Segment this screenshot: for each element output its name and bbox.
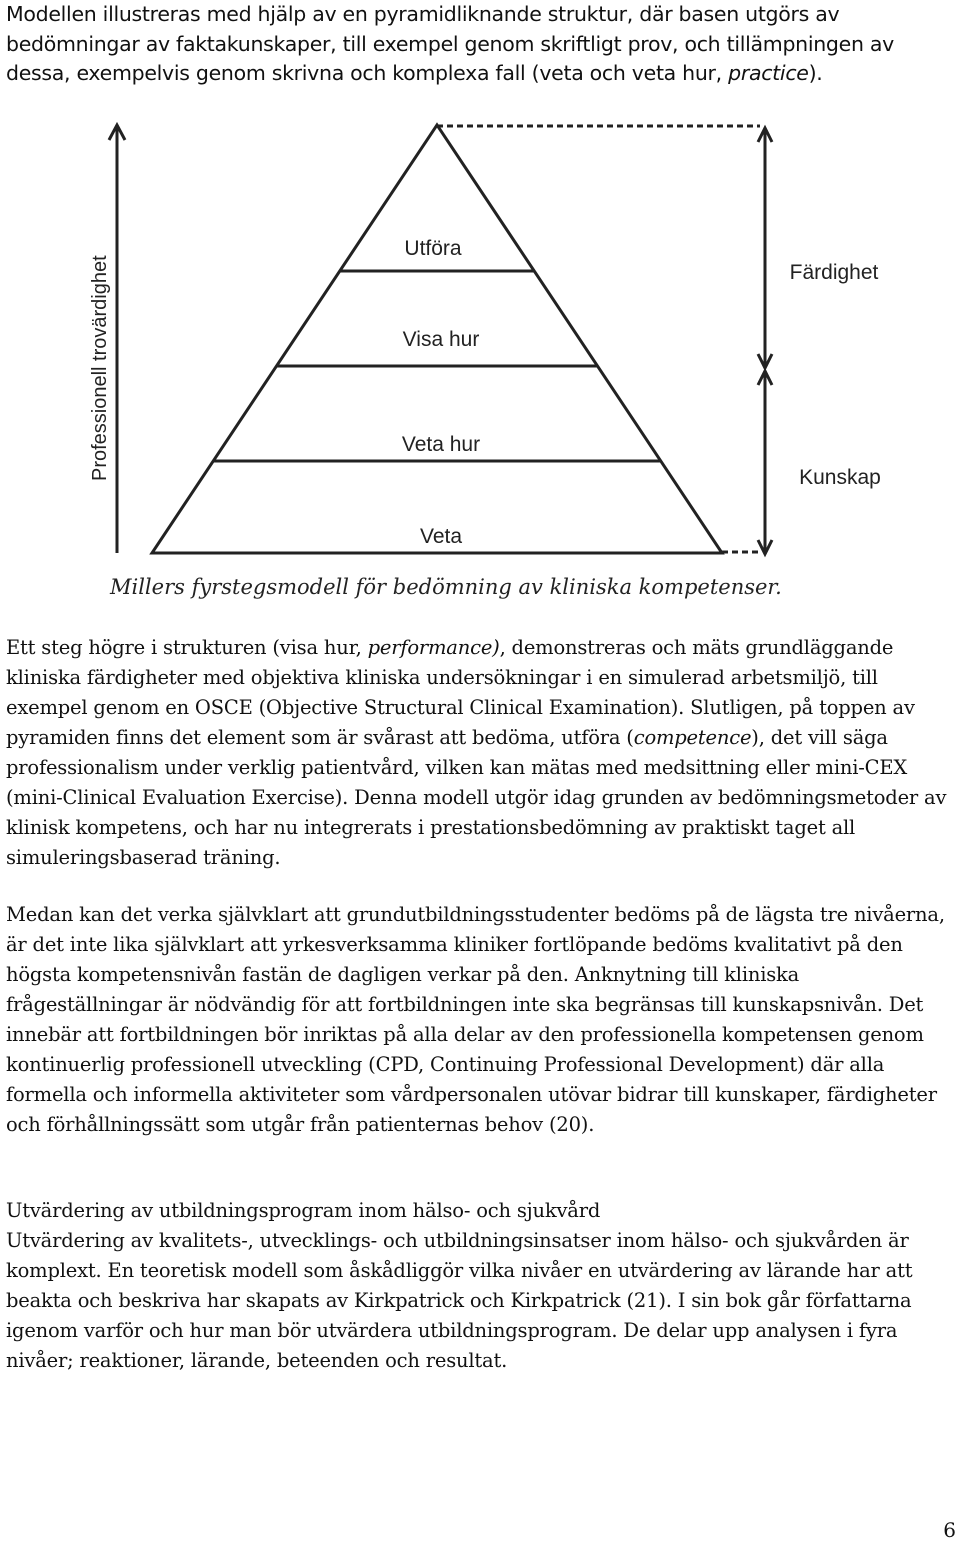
section-kirkpatrick (6, 1196, 956, 1376)
para1-italic-performance: performance) (367, 636, 500, 659)
y-axis-label: Professionell trovärdighet (89, 255, 111, 481)
para1-text-c: ), det vill säga professionalism under verklig patientvård, vilken kan mätas med medsittning eller mini-CEX (mini-Clinical Evaluation Exercise). Denna modell utgör idag grunden av bedömningsmetoder av klinisk kompetens, och har nu integrerats i prestationsbedömning av praktiskt taget all simuleringsbaserad träning. (6, 726, 947, 869)
page-number: 6 (943, 1518, 956, 1542)
figure-caption: Millers fyrstegsmodell för bedömning av kliniska kompetenser. (110, 575, 782, 599)
para1-text-a: Ett steg högre i strukturen (visa hur, (6, 636, 368, 659)
para1-italic-competence: competence (633, 726, 752, 749)
intro-italic-term: practice (728, 61, 809, 85)
bracket-label-fardighet: Färdighet (789, 261, 879, 284)
level-label-veta: Veta (419, 525, 463, 548)
intro-text-end: ). (808, 61, 823, 85)
level-label-utfora: Utföra (404, 237, 462, 260)
level-label-veta-hur: Veta hur (401, 433, 481, 456)
paragraph-performance (6, 633, 956, 873)
level-label-visa-hur: Visa hur (402, 328, 480, 351)
para1-text-b: , demonstreras och mäts grundläggande kliniska färdigheter med objektiva kliniska undersökningar i en simulerad arbetsmiljö, till exempel genom en OSCE (Objective Structural Clinical Examination). Slutligen, på toppen av pyramiden finns det element som är svårast att bedöma, utföra ( (6, 636, 915, 749)
section-heading: Utvärdering av utbildningsprogram inom hälso- och sjukvård (6, 1199, 601, 1222)
intro-text: Modellen illustreras med hjälp av en pyramidliknande struktur, där basen utgörs av bedömningar av faktakunskaper, till exempel genom skriftligt prov, och tillämpningen av dessa, exempelvis genom skrivna och komplexa fall (veta och veta hur, (6, 2, 894, 85)
paragraph-cpd: Medan kan det verka självklart att grundutbildningsstudenter bedöms på de lägsta tre nivåerna, är det inte lika självklart att yrkesverksamma kliniker fortlöpande bedöms kvalitativt på den högsta kompetensnivån fastän de dagligen verkar på den. Anknytning till kliniska frågeställningar är nödvändig för att fortbildningen inte ska begränsas till kunskapsnivån. Det innebär att fortbildningen bör inriktas på alla delar av den professionella kompetensen genom kontinuerlig professionell utveckling (CPD, Continuing Professional Development) där alla formella och informella aktiviteter som vårdpersonalen utövar bidrar till kunskaper, färdigheter och förhållningssätt som utgår från patienternas behov (20). (6, 903, 945, 1136)
miller-pyramid-figure (0, 0, 960, 620)
section-body: Utvärdering av kvalitets-, utvecklings- och utbildningsinsatser inom hälso- och sjukvården är komplext. En teoretisk modell som åskådliggör vilka nivåer en utvärdering av lärande har att beakta och beskriva har skapats av Kirkpatrick och Kirkpatrick (21). I sin bok går författarna igenom varför och hur man bör utvärdera utbildningsprogram. De delar upp analysen i fyra nivåer; reaktioner, lärande, beteenden och resultat. (6, 1229, 913, 1372)
bracket-label-kunskap: Kunskap (799, 466, 881, 489)
